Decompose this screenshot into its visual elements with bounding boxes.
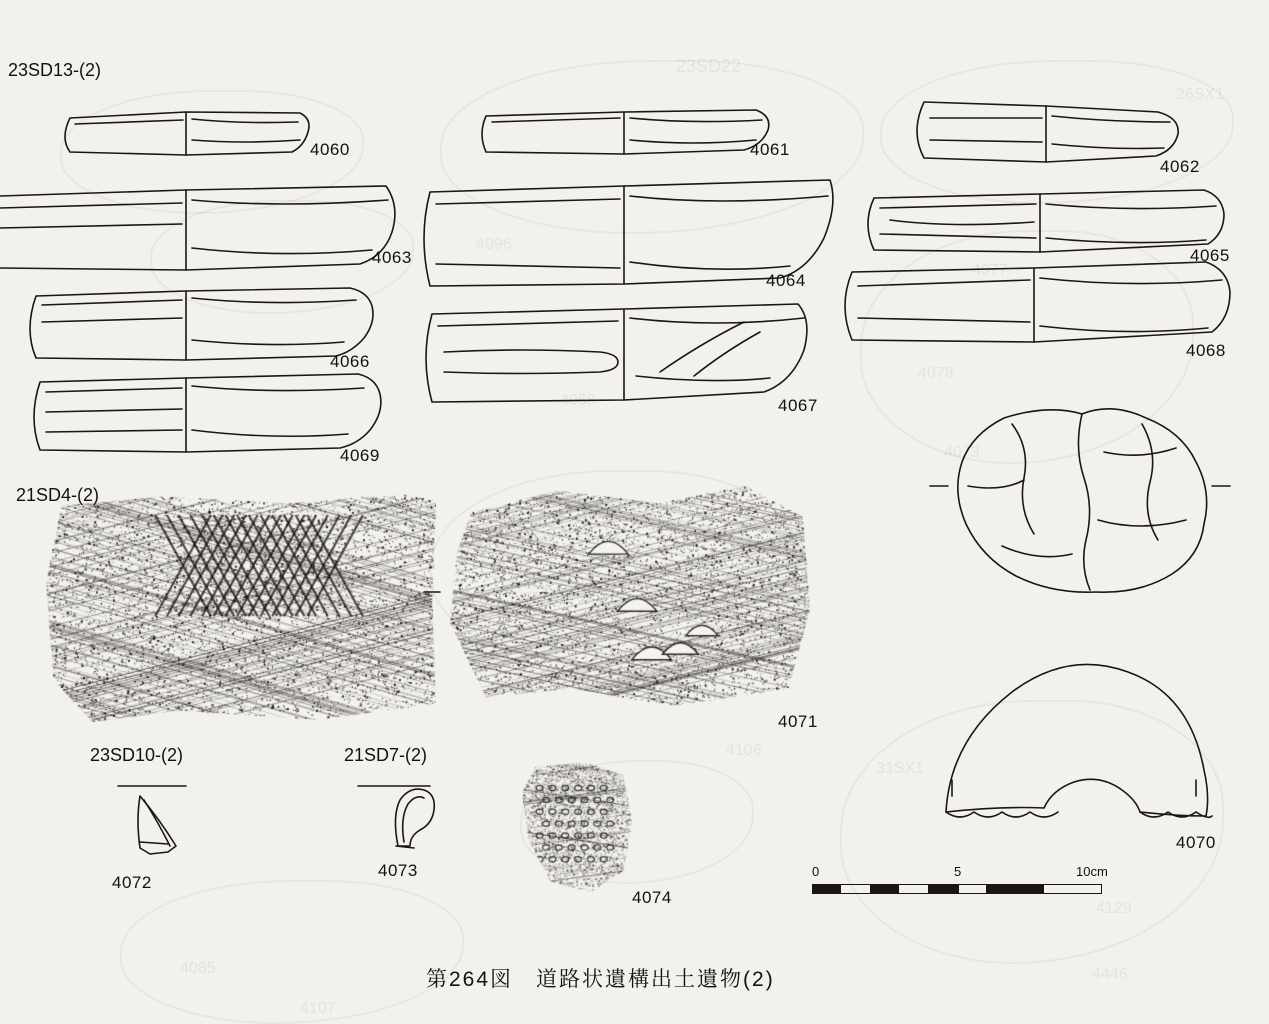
artifact-label-4061: 4061	[750, 140, 790, 159]
artifact-drawing-4060	[65, 112, 309, 155]
artifact-label-4063: 4063	[372, 248, 412, 267]
bleed-text: 4107	[300, 1000, 336, 1017]
artifact-label-4073: 4073	[378, 861, 418, 880]
scale-bar-tick	[957, 884, 959, 894]
artifact-drawing-4065	[868, 190, 1224, 252]
artifact-drawing-4070-section	[946, 664, 1212, 817]
artifact-label-4064: 4064	[766, 271, 806, 290]
rubbing-4074	[522, 762, 632, 892]
scale-bar-segment	[870, 884, 899, 894]
artifact-drawing-4072	[118, 786, 186, 854]
artifact-label-4071: 4071	[778, 712, 818, 731]
artifact-label-4065: 4065	[1190, 246, 1230, 265]
artifact-label-4062: 4062	[1160, 157, 1200, 176]
bleed-text: 26SX1	[1176, 86, 1225, 103]
artifact-label-4068: 4068	[1186, 341, 1226, 360]
bleed-text: 4073	[944, 444, 980, 461]
group-label-23sd13: 23SD13-(2)	[8, 60, 102, 80]
figure-caption: 第264図 道路状遺構出土遺物(2)	[426, 968, 775, 991]
bleed-text: 31SX1	[876, 760, 925, 777]
rubbing-21sd4-left	[46, 492, 436, 722]
group-label-21sd4: 21SD4-(2)	[16, 485, 100, 505]
scale-label-10: 10cm	[1076, 864, 1108, 879]
scale-label-5: 5	[954, 864, 962, 879]
artifact-label-4074: 4074	[632, 888, 672, 907]
artifact-label-4060: 4060	[310, 140, 350, 159]
bleed-shape	[840, 700, 1224, 964]
group-label-21sd7: 21SD7-(2)	[344, 745, 428, 765]
bleed-shape	[120, 880, 464, 1024]
bleed-shape	[860, 230, 1194, 464]
artifact-drawing-4061	[482, 110, 769, 154]
artifact-label-4069: 4069	[340, 446, 380, 465]
bleed-text: 4085	[180, 960, 216, 977]
artifact-drawing-4069	[34, 374, 381, 452]
bleed-text: 4068	[560, 392, 596, 409]
artifact-drawing-4073	[358, 786, 434, 848]
artifact-label-4067: 4067	[778, 396, 818, 415]
artifact-label-4066: 4066	[330, 352, 370, 371]
artifact-label-4072: 4072	[112, 873, 152, 892]
bleed-text: 4096	[476, 236, 512, 253]
scale-bar-segment	[812, 884, 841, 894]
bleed-text: 4106	[726, 742, 762, 759]
bleed-text: 4077	[972, 262, 1008, 279]
rubbing-4071	[450, 486, 810, 706]
artifact-drawing-4066	[30, 288, 373, 360]
artifact-drawing-4062	[917, 102, 1178, 162]
artifact-drawing-4070-plan	[930, 409, 1230, 592]
scale-bar-segment	[928, 884, 957, 894]
bleed-shape	[880, 60, 1234, 204]
bleed-shape	[440, 60, 864, 234]
artifact-drawing-4068	[845, 262, 1230, 342]
artifact-drawing-4063	[0, 186, 395, 270]
bleed-text: 23SD22	[676, 56, 742, 76]
scale-label-0: 0	[812, 864, 820, 879]
group-label-23sd10: 23SD10-(2)	[90, 745, 184, 765]
bleed-text: 4078	[918, 365, 954, 382]
scale-bar-segment	[986, 884, 1044, 894]
artifact-label-4070: 4070	[1176, 833, 1216, 852]
bleed-text: 4129	[1096, 900, 1132, 917]
artifact-drawing-4067	[426, 304, 807, 402]
bleed-text: 4446	[1092, 966, 1128, 983]
